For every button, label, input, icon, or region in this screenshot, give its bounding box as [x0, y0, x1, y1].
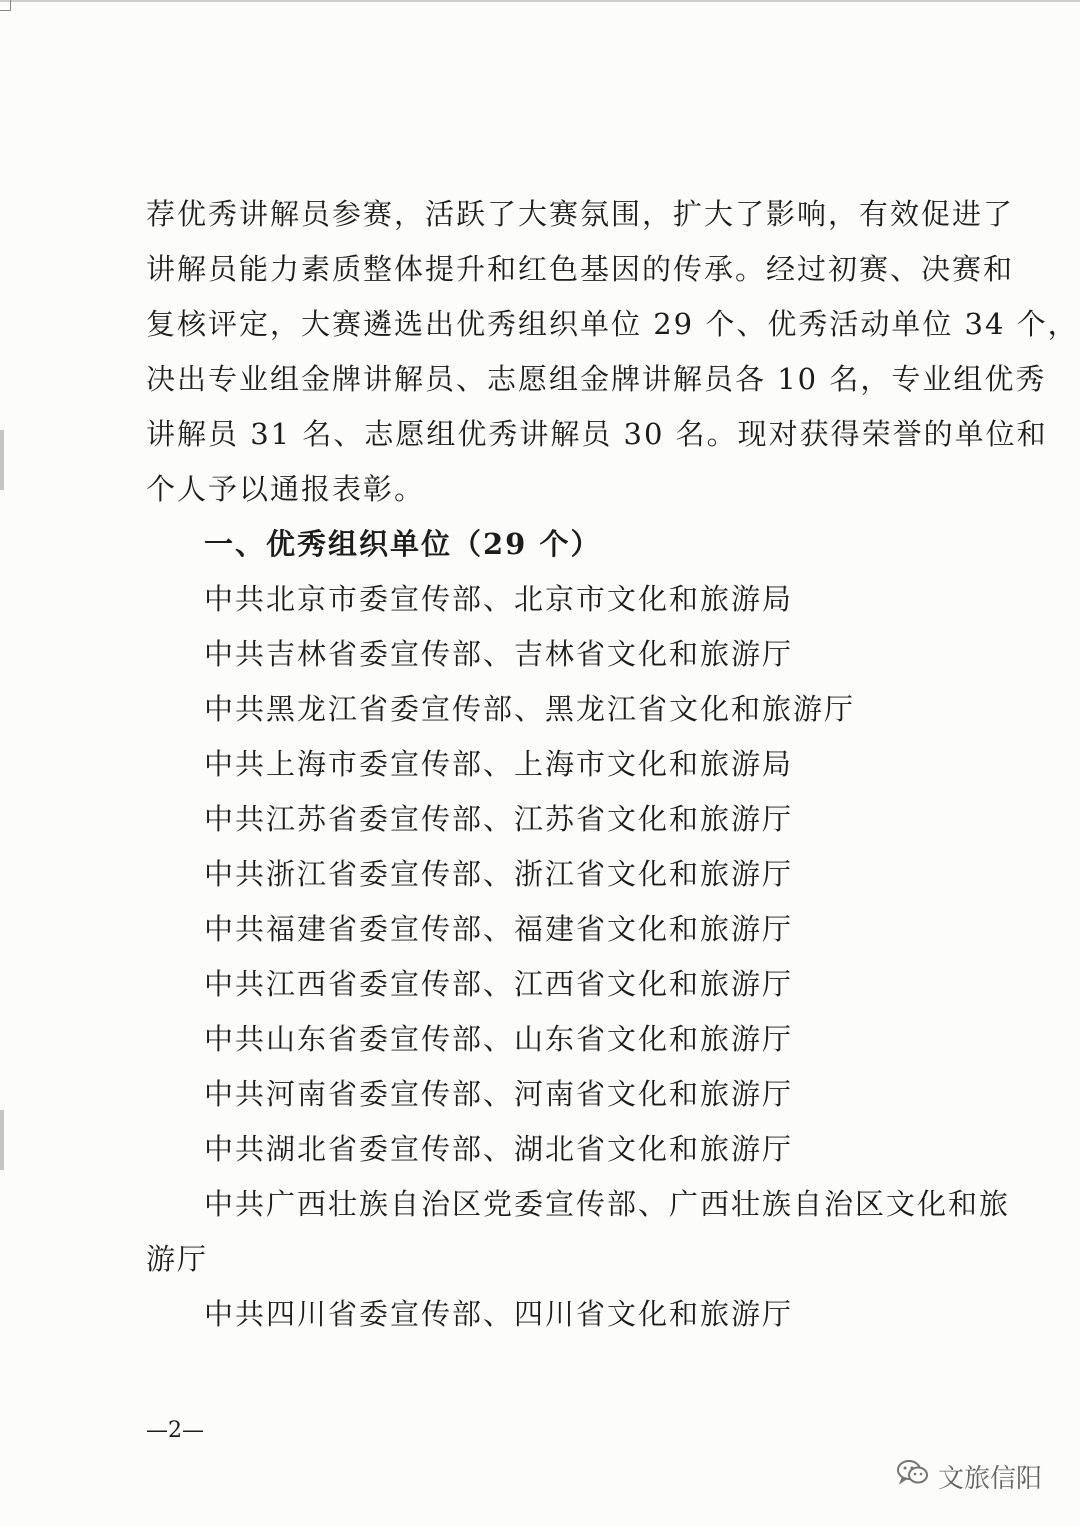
intro-line: 荐优秀讲解员参赛，活跃了大赛氛围，扩大了影响，有效促进了 — [146, 197, 1015, 231]
watermark-label: 文旅信阳 — [938, 1464, 1043, 1494]
unit-line: 中共福建省委宣传部、福建省文化和旅游厅 — [204, 912, 794, 946]
unit-line: 中共四川省委宣传部、四川省文化和旅游厅 — [204, 1297, 794, 1331]
unit-line: 中共江西省委宣传部、江西省文化和旅游厅 — [204, 967, 794, 1001]
intro-line: 讲解员 31 名、志愿组优秀讲解员 30 名。现对获得荣誉的单位和 — [146, 417, 1048, 451]
page-number: —2— — [146, 1418, 204, 1443]
unit-line: 中共广西壮族自治区党委宣传部、广西壮族自治区文化和旅 — [204, 1187, 1011, 1221]
wechat-icon — [896, 1458, 930, 1495]
unit-line: 中共上海市委宣传部、上海市文化和旅游局 — [204, 747, 794, 781]
unit-line: 中共浙江省委宣传部、浙江省文化和旅游厅 — [204, 857, 794, 891]
intro-line: 个人予以通报表彰。 — [146, 472, 426, 506]
intro-line: 决出专业组金牌讲解员、志愿组金牌讲解员各 10 名，专业组优秀 — [146, 362, 1047, 396]
unit-line-continued: 游厅 — [146, 1242, 209, 1276]
unit-line: 中共湖北省委宣传部、湖北省文化和旅游厅 — [204, 1132, 794, 1166]
intro-line: 复核评定，大赛遴选出优秀组织单位 29 个、优秀活动单位 34 个， — [146, 307, 1079, 341]
unit-line: 中共北京市委宣传部、北京市文化和旅游局 — [204, 582, 794, 616]
unit-line: 中共江苏省委宣传部、江苏省文化和旅游厅 — [204, 802, 794, 836]
unit-line: 中共吉林省委宣传部、吉林省文化和旅游厅 — [204, 637, 794, 671]
watermark — [896, 1458, 1042, 1495]
intro-line: 讲解员能力素质整体提升和红色基因的传承。经过初赛、决赛和 — [146, 252, 1015, 286]
section-heading: 一、优秀组织单位（29 个） — [204, 527, 602, 561]
unit-line: 中共黑龙江省委宣传部、黑龙江省文化和旅游厅 — [204, 692, 856, 726]
unit-line: 中共河南省委宣传部、河南省文化和旅游厅 — [204, 1077, 794, 1111]
unit-line: 中共山东省委宣传部、山东省文化和旅游厅 — [204, 1022, 794, 1056]
